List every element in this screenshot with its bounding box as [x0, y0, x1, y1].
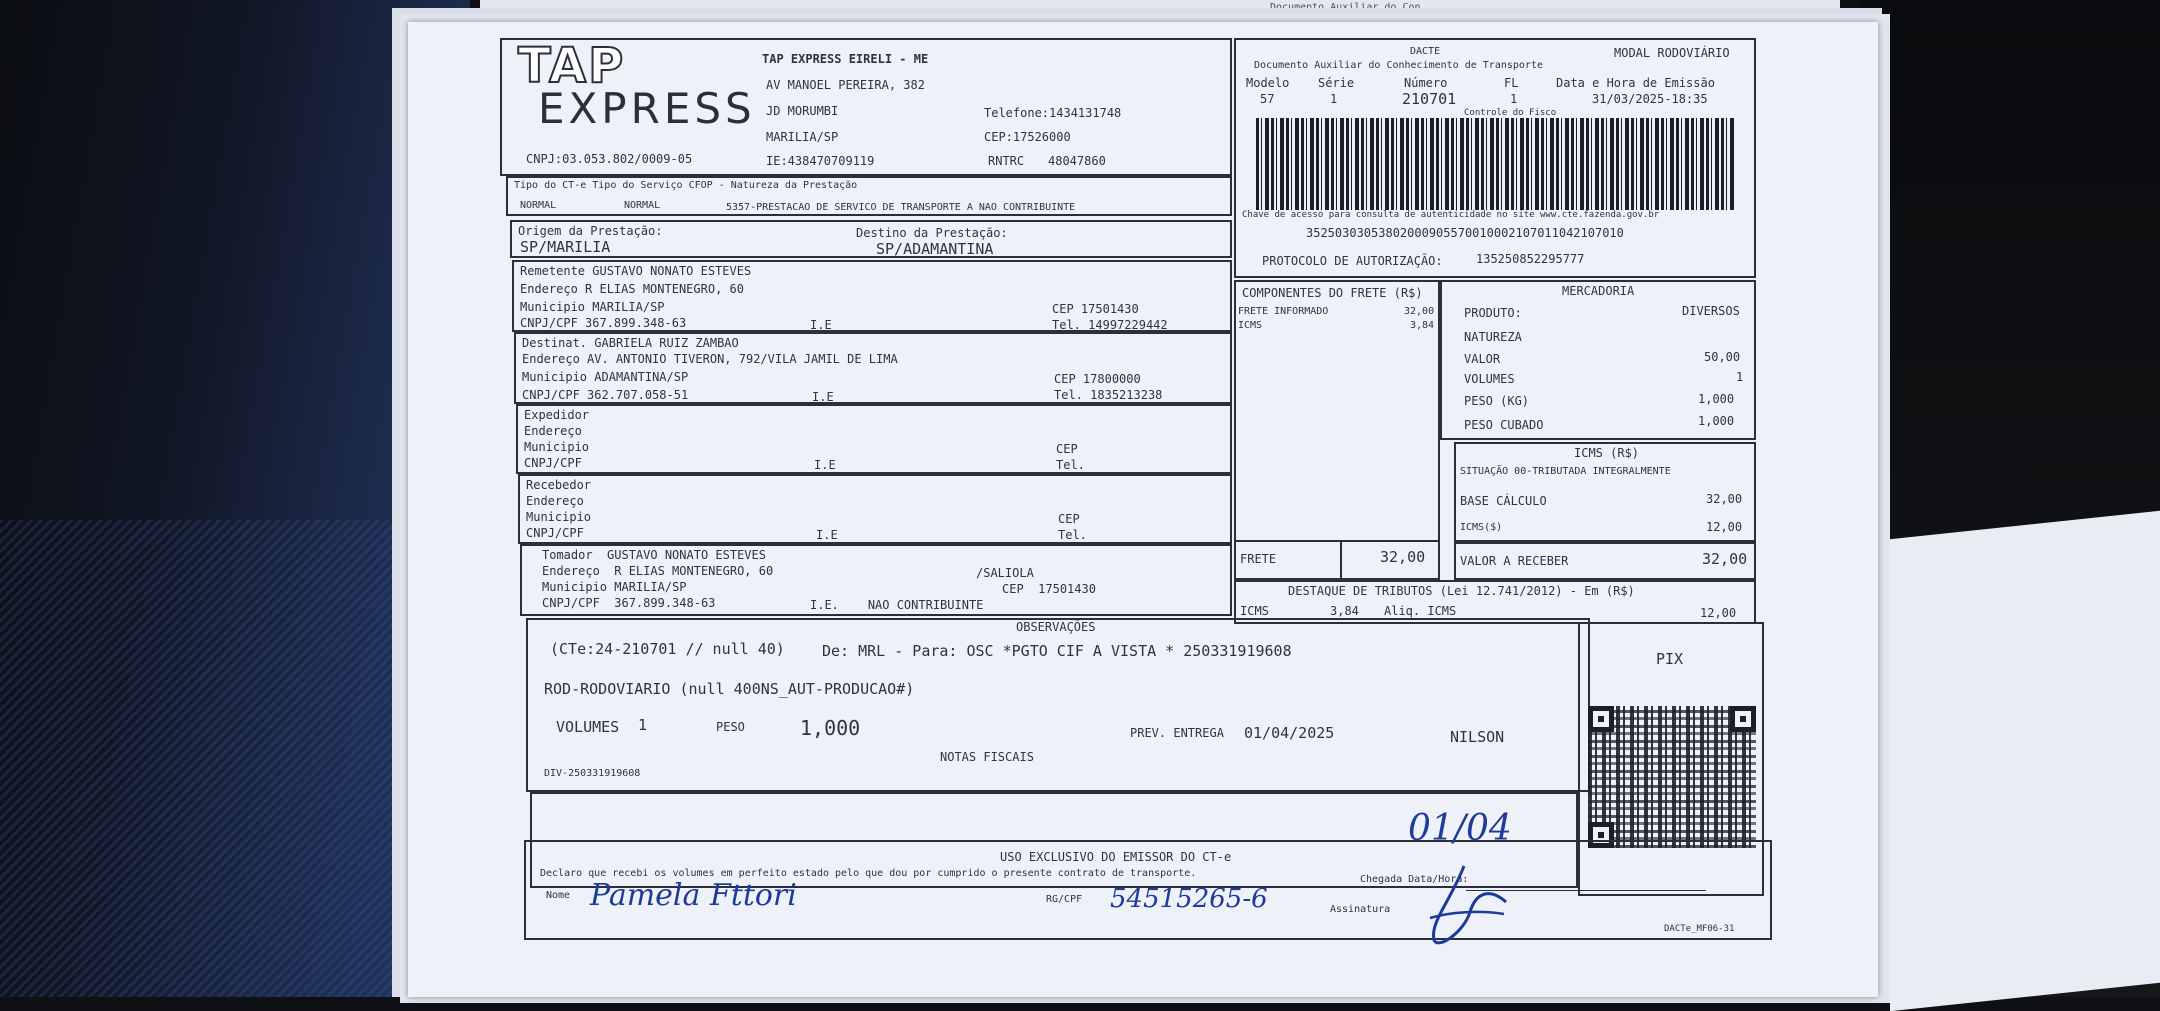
qr-finder-top-left — [1588, 706, 1614, 732]
dacte-fl: 1 — [1510, 92, 1518, 106]
tipo-cfop: 5357-PRESTACAO DE SERVICO DE TRANSPORTE A NAO CONTRIBUINTE — [726, 202, 1076, 213]
dacte-title: DACTE — [1410, 46, 1441, 57]
componentes-row2-value: 3,84 — [1410, 320, 1435, 331]
company-name: TAP EXPRESS EIRELI - ME — [762, 52, 929, 66]
frete-value: 32,00 — [1380, 548, 1426, 566]
recebedor-municipio-label: Municipio — [526, 510, 592, 524]
footer-rg-label: RG/CPF — [1046, 894, 1083, 905]
tipo-header: Tipo do CT-e Tipo do Serviço CFOP - Natureza da Prestação — [514, 180, 858, 191]
componentes-row2-label: ICMS — [1238, 320, 1263, 331]
tomador-endereco: R ELIAS MONTENEGRO, 60 — [614, 564, 774, 578]
componentes-row1-label: FRETE INFORMADO — [1238, 306, 1329, 317]
expedidor-cnpj-label: CNPJ/CPF — [524, 456, 582, 470]
dacte-label-fl: FL — [1504, 76, 1519, 90]
componentes-divider — [1234, 540, 1440, 542]
company-cep: CEP:17526000 — [984, 130, 1071, 144]
mercadoria-volumes: 1 — [1736, 370, 1744, 384]
dacte-chave: 35250303053802000905570010002107011042107010 — [1306, 226, 1624, 240]
signature-nome: Pamela Fttori — [590, 878, 797, 913]
recebedor-tel-label: Tel. — [1058, 528, 1087, 542]
mercadoria-peso-cubado-label: PESO CUBADO — [1464, 418, 1544, 432]
company-ie: IE:438470709119 — [766, 154, 875, 168]
logo-top-text: TAP — [518, 38, 626, 94]
company-rntrc-label: RNTRC — [988, 154, 1025, 168]
dacte-barcode — [1256, 118, 1736, 210]
signature-scribble — [1420, 862, 1510, 952]
remetente-endereco-label: Endereço — [520, 282, 578, 296]
tomador-cnpj-label: CNPJ/CPF — [542, 596, 600, 610]
tomador-cep: 17501430 — [1038, 582, 1096, 596]
dacte-label-modelo: Modelo — [1246, 76, 1290, 90]
footer-nome-label: Nome — [546, 890, 571, 901]
icms-title: ICMS (R$) — [1574, 446, 1640, 460]
mercadoria-peso-cubado: 1,000 — [1698, 414, 1735, 428]
observacoes-title: OBSERVAÇÕES — [1016, 620, 1096, 634]
logo-bottom-text: EXPRESS — [538, 84, 756, 133]
mercadoria-volumes-label: VOLUMES — [1464, 372, 1515, 386]
tomador-cnpj: 367.899.348-63 — [614, 596, 716, 610]
dacte-label-numero: Número — [1404, 76, 1448, 90]
destino-label: Destino da Prestação: — [856, 226, 1008, 240]
componentes-row1-value: 32,00 — [1404, 306, 1435, 317]
dacte-data-hora: 31/03/2025-18:35 — [1592, 92, 1708, 106]
remetente-endereco: R ELIAS MONTENEGRO, 60 — [585, 282, 744, 296]
observacoes-line1: (CTe:24-210701 // null 40) — [550, 640, 785, 658]
dacte-subtitle: Documento Auxiliar do Conhecimento de Transporte — [1254, 60, 1543, 71]
footer-assinatura-label: Assinatura — [1330, 904, 1391, 915]
qr-finder-top-right — [1730, 706, 1756, 732]
mercadoria-produto: DIVERSOS — [1682, 304, 1740, 318]
frete-label: FRETE — [1240, 552, 1277, 566]
observacoes-peso-label: PESO — [716, 720, 745, 734]
destinatario-cnpj: 362.707.058-51 — [587, 388, 689, 402]
tomador-ie: NAO CONTRIBUINTE — [867, 598, 984, 612]
icms-base: 32,00 — [1706, 492, 1743, 506]
mercadoria-title: MERCADORIA — [1562, 284, 1635, 298]
destinatario-cep-label: CEP — [1054, 372, 1076, 386]
footer-title: USO EXCLUSIVO DO EMISSOR DO CT-e — [1000, 850, 1232, 864]
company-rntrc: 48047860 — [1048, 154, 1106, 168]
remetente-label: Remetente — [520, 264, 586, 278]
observacoes-line1b: De: MRL - Para: OSC *PGTO CIF A VISTA * 250331919608 — [822, 642, 1292, 660]
dacte-protocolo-label: PROTOCOLO DE AUTORIZAÇÃO: — [1262, 254, 1443, 268]
destinatario-tel-label: Tel. — [1054, 388, 1083, 402]
background-card — [1890, 511, 2160, 1011]
icms-base-label: BASE CÁLCULO — [1460, 494, 1547, 508]
valor-receber: 32,00 — [1702, 550, 1748, 568]
destinatario-cnpj-label: CNPJ/CPF — [522, 388, 580, 402]
tomador-ie-label: I.E. — [810, 598, 839, 612]
tomador-municipio: MARILIA/SP — [614, 580, 687, 594]
tributos-icms: 3,84 — [1330, 604, 1359, 618]
componentes-frete-divider — [1340, 540, 1342, 580]
origem-value: SP/MARILIA — [520, 238, 611, 256]
mercadoria-peso-label: PESO (KG) — [1464, 394, 1530, 408]
recebedor-label: Recebedor — [526, 478, 592, 492]
recebedor-cep-label: CEP — [1058, 512, 1080, 526]
company-phone: Telefone:1434131748 — [984, 106, 1122, 120]
recebedor-endereco-label: Endereço — [526, 494, 584, 508]
company-address: AV MANOEL PEREIRA, 382 — [766, 78, 925, 92]
observacoes-prev-label: PREV. ENTREGA — [1130, 726, 1224, 740]
icms-icms: 12,00 — [1706, 520, 1743, 534]
remetente-cnpj-label: CNPJ/CPF — [520, 316, 578, 330]
recebedor-ie-label: I.E — [816, 528, 838, 542]
dacte-modelo: 57 — [1260, 92, 1275, 106]
tributos-title: DESTAQUE DE TRIBUTOS (Lei 12.741/2012) - Em (R$) — [1288, 584, 1635, 598]
tributos-icms-label: ICMS — [1240, 604, 1269, 618]
remetente-cep: 17501430 — [1080, 302, 1139, 316]
observacoes-line2: ROD-RODOVIARIO (null 400NS_AUT-PRODUCAO#) — [544, 680, 915, 698]
footer-declaro: Declaro que recebi os volumes em perfeito estado pelo que dou por cumprido o presente contrato de transporte. — [540, 868, 1197, 879]
tipo-servico: NORMAL — [624, 200, 661, 211]
destinatario-label: Destinat. — [522, 336, 588, 350]
mercadoria-valor-label: VALOR — [1464, 352, 1501, 366]
tomador-label: Tomador — [542, 548, 593, 562]
icms-situacao: SITUAÇÃO 00-TRIBUTADA INTEGRALMENTE — [1460, 466, 1671, 477]
remetente-municipio: MARILIA/SP — [592, 300, 665, 314]
dacte-protocolo: 135250852295777 — [1476, 252, 1585, 266]
tomador-municipio-label: Municipio — [542, 580, 608, 594]
componentes-title: COMPONENTES DO FRETE (R$) — [1242, 286, 1423, 300]
destinatario-endereco: AV. ANTONIO TIVERON, 792/VILA JAMIL DE LIMA — [587, 352, 898, 366]
signature-date: 01/04 — [1408, 808, 1512, 849]
pix-qr-code — [1588, 706, 1756, 848]
dacte-serie: 1 — [1330, 92, 1338, 106]
remetente-municipio-label: Municipio — [520, 300, 586, 314]
dacte-label-data-hora: Data e Hora de Emissão — [1556, 76, 1715, 90]
dacte-label-serie: Série — [1318, 76, 1355, 90]
remetente-nome: GUSTAVO NONATO ESTEVES — [592, 264, 752, 278]
observacoes-peso: 1,000 — [800, 716, 861, 740]
mercadoria-produto-label: PRODUTO: — [1464, 306, 1522, 320]
footer-form-code: DACTe_MF06-31 — [1664, 924, 1735, 934]
destinatario-cep: 17800000 — [1082, 372, 1141, 386]
remetente-cep-label: CEP — [1052, 302, 1074, 316]
mercadoria-valor: 50,00 — [1704, 350, 1741, 364]
expedidor-label: Expedidor — [524, 408, 590, 422]
company-cnpj: CNPJ:03.053.802/0009-05 — [526, 152, 693, 166]
tomador-nome: GUSTAVO NONATO ESTEVES — [607, 548, 766, 562]
tomador-cep-label: CEP — [1002, 582, 1024, 596]
footer-chegada: Chegada Data/Hora: — [1360, 874, 1469, 885]
signature-rg: 54515265-6 — [1110, 884, 1268, 914]
expedidor-endereco-label: Endereço — [524, 424, 582, 438]
company-district: JD MORUMBI — [766, 104, 839, 118]
dacte-modal: MODAL RODOVIÁRIO — [1614, 46, 1730, 60]
expedidor-box — [516, 404, 1232, 474]
mercadoria-peso: 1,000 — [1698, 392, 1735, 406]
pix-label: PIX — [1656, 650, 1684, 668]
observacoes-prev: 01/04/2025 — [1244, 724, 1335, 742]
destino-value: SP/ADAMANTINA — [876, 240, 994, 258]
dacte-numero: 210701 — [1402, 90, 1457, 108]
remetente-tel: 14997229442 — [1088, 318, 1168, 332]
notas-title: NOTAS FISCAIS — [940, 750, 1034, 764]
destinatario-endereco-label: Endereço — [522, 352, 580, 366]
tributos-aliq: 12,00 — [1700, 606, 1737, 620]
destinatario-ie-label: I.E — [812, 390, 834, 404]
mercadoria-natureza-label: NATUREZA — [1464, 330, 1522, 344]
valor-receber-label: VALOR A RECEBER — [1460, 554, 1569, 568]
company-city: MARILIA/SP — [766, 130, 839, 144]
observacoes-responsavel: NILSON — [1450, 728, 1505, 746]
recebedor-cnpj-label: CNPJ/CPF — [526, 526, 584, 540]
notas-item: DIV-250331919608 — [544, 768, 641, 779]
remetente-tel-label: Tel. — [1052, 318, 1081, 332]
expedidor-ie-label: I.E — [814, 458, 836, 472]
dacte-form — [500, 38, 1770, 943]
destinatario-tel: 1835213238 — [1090, 388, 1163, 402]
origem-label: Origem da Prestação: — [518, 224, 663, 238]
expedidor-cep-label: CEP — [1056, 442, 1078, 456]
icms-icms-label: ICMS($) — [1460, 522, 1503, 533]
expedidor-municipio-label: Municipio — [524, 440, 590, 454]
remetente-cnpj: 367.899.348-63 — [585, 316, 687, 330]
observacoes-volumes-label: VOLUMES — [556, 718, 620, 736]
tomador-complemento: /SALIOLA — [976, 566, 1034, 580]
recebedor-box — [518, 474, 1232, 544]
observacoes-volumes: 1 — [638, 716, 648, 734]
dacte-chave-label: Chave de acesso para consulta de autenticidade no site www.cte.fazenda.gov.br — [1242, 210, 1660, 220]
tipo-cte: NORMAL — [520, 200, 557, 211]
tributos-aliq-label: Aliq. ICMS — [1384, 604, 1457, 618]
expedidor-tel-label: Tel. — [1056, 458, 1085, 472]
remetente-ie-label: I.E — [810, 318, 832, 332]
destinatario-nome: GABRIELA RUIZ ZAMBAO — [594, 336, 739, 350]
tomador-endereco-label: Endereço — [542, 564, 600, 578]
destinatario-municipio: ADAMANTINA/SP — [594, 370, 689, 384]
destinatario-municipio-label: Municipio — [522, 370, 588, 384]
dacte-controle-fisco: Controle do Fisco — [1464, 108, 1557, 118]
